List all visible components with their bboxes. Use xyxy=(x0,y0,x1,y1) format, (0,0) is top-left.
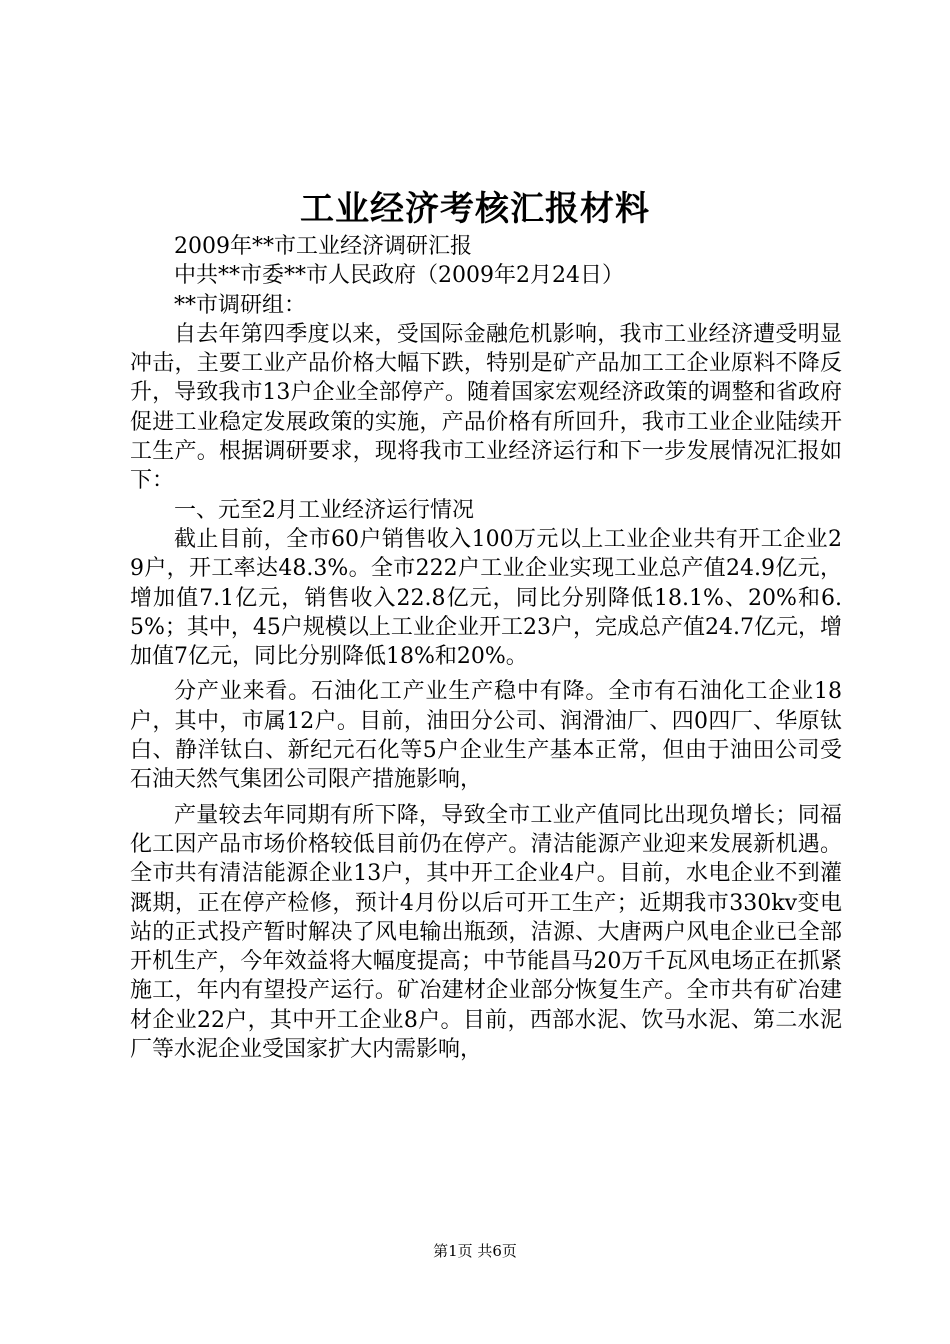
intro-paragraph: 自去年第四季度以来，受国际金融危机影响，我市工业经济遭受明显冲击，主要工业产品价格大幅下跌，特别是矿产品加工工企业原料不降反升，导致我市13户企业全部停产。随着国家宏观经济政策的调整和省政府促进工业稳定发展政策的实施，产品价格有所回升，我市工业企业陆续开工生产。根据调研要求，现将我市工业经济运行和下一步发展情况汇报如下： xyxy=(130,321,842,494)
section-heading: 一、元至2月工业经济运行情况 xyxy=(174,497,474,523)
body-paragraph: 产量较去年同期有所下降，导致全市工业产值同比出现负增长；同福化工因产品市场价格较低目前仍在停产。清洁能源产业迎来发展新机遇。全市共有清洁能源企业13户，其中开工企业4户。目前，水电企业不到灌溉期，正在停产检修，预计4月份以后可开工生产；近期我市330kv变电站的正式投产暂时解决了风电输出瓶颈，洁源、大唐两户风电企业已全部开机生产，今年效益将大幅度提高；中节能昌马20万千瓦风电场正在抓紧施工，年内有望投产运行。矿冶建材企业部分恢复生产。全市共有矿冶建材企业22户，其中开工企业8户。目前，西部水泥、饮马水泥、第二水泥厂等水泥企业受国家扩大内需影响， xyxy=(130,802,842,1063)
document-body xyxy=(130,232,842,1064)
issuer-line: 中共**市委**市人民政府（2009年2月24日） xyxy=(174,263,624,289)
body-paragraph: 分产业来看。石油化工产业生产稳中有降。全市有石油化工企业18户，其中，市属12户。目前，油田分公司、润滑油厂、四0四厂、华原钛白、静洋钛白、新纪元石化等5户企业生产基本正常，但由于油田公司受石油天然气集团公司限产措施影响， xyxy=(130,679,842,793)
document-title: 工业经济考核汇报材料 xyxy=(300,189,650,229)
page-footer: 第1页 共6页 xyxy=(433,1242,517,1260)
salutation: **市调研组： xyxy=(174,292,307,318)
report-heading: 2009年**市工业经济调研汇报 xyxy=(174,234,472,259)
body-paragraph: 截止目前，全市60户销售收入100万元以上工业企业共有开工企业29户，开工率达48.3%。全市222户工业企业实现工业总产值24.9亿元，增加值7.1亿元，销售收入22.8亿元，同比分别降低18.1%、20%和6.5%；其中，45户规模以上工业企业开工23户，完成总产值24.7亿元，增加值7亿元，同比分别降低18%和20%。 xyxy=(130,526,843,670)
